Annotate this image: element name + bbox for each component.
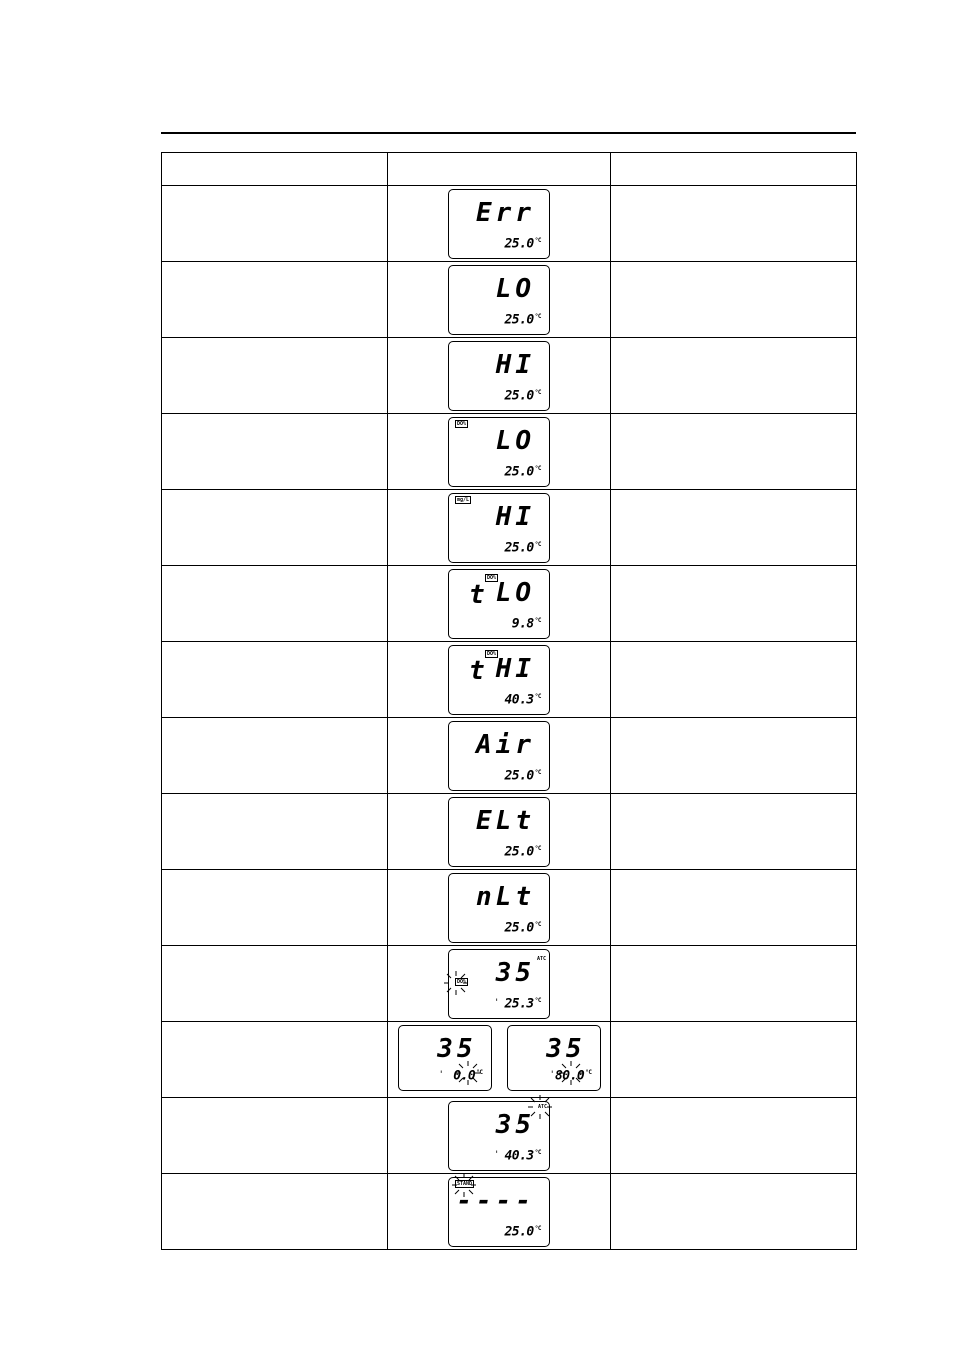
top-rule xyxy=(161,132,856,134)
description-cell xyxy=(611,718,857,794)
description-cell xyxy=(611,870,857,946)
lcd-temp-prefix: t xyxy=(469,579,485,610)
description-cell xyxy=(611,794,857,870)
lcd-atc-indicator: ATC xyxy=(536,955,546,962)
lcd-main-reading: 35 xyxy=(437,1033,477,1064)
lcd-temperature: $25.0^{^\circ C}$ xyxy=(504,768,541,784)
table-row xyxy=(162,338,857,414)
table-row xyxy=(162,1022,857,1098)
description-cell xyxy=(611,490,857,566)
condition-cell xyxy=(162,490,388,566)
lcd-main-reading: LO xyxy=(495,425,535,456)
condition-cell xyxy=(162,1098,388,1174)
lcd-main-reading: HI xyxy=(495,349,535,380)
lcd-temperature: $25.0^{^\circ C}$ xyxy=(504,1224,541,1240)
lcd-mode-indicator: DO% xyxy=(457,978,467,985)
lcd-temperature: $80.0^{^\circ C}$ xyxy=(554,1068,592,1084)
header-cell-3 xyxy=(611,153,857,186)
description-cell xyxy=(611,262,857,338)
display-cell xyxy=(388,870,611,946)
lcd-temperature: $25.0^{^\circ C}$ xyxy=(504,236,541,252)
display-cell xyxy=(388,490,611,566)
lcd-temperature: $25.0^{^\circ C}$ xyxy=(504,388,541,404)
table-row xyxy=(162,642,857,718)
condition-cell xyxy=(162,1174,388,1250)
condition-cell xyxy=(162,946,388,1022)
display-cell xyxy=(388,946,611,1022)
table-row xyxy=(162,794,857,870)
lcd-main-reading: HI xyxy=(495,501,535,532)
table-row xyxy=(162,186,857,262)
description-cell xyxy=(611,642,857,718)
table-row xyxy=(162,1098,857,1174)
condition-cell xyxy=(162,262,388,338)
lcd-display xyxy=(448,1101,550,1171)
condition-cell xyxy=(162,1022,388,1098)
lcd-tick-mark: ' xyxy=(494,997,500,1008)
lcd-display xyxy=(448,417,550,487)
table-row xyxy=(162,414,857,490)
display-cell xyxy=(388,186,611,262)
condition-cell xyxy=(162,794,388,870)
condition-cell xyxy=(162,414,388,490)
table-row xyxy=(162,1174,857,1250)
display-cell xyxy=(388,1022,611,1098)
lcd-temperature: $25.0^{^\circ C}$ xyxy=(504,920,541,936)
table-row xyxy=(162,566,857,642)
lcd-display xyxy=(448,493,550,563)
display-cell xyxy=(388,1098,611,1174)
lcd-main-reading: Air xyxy=(476,729,535,760)
table-row xyxy=(162,718,857,794)
lcd-main-reading: 35 xyxy=(546,1033,586,1064)
table-row xyxy=(162,946,857,1022)
lcd-mode-indicator: mg/L xyxy=(457,496,470,503)
lcd-temperature: $25.0^{^\circ C}$ xyxy=(504,540,541,556)
display-cell xyxy=(388,718,611,794)
display-cell xyxy=(388,262,611,338)
lcd-temp-prefix: t xyxy=(469,655,485,686)
display-cell xyxy=(388,1174,611,1250)
lcd-mode-indicator: DO% xyxy=(457,420,467,427)
lcd-display xyxy=(448,873,550,943)
lcd-temperature: $25.0^{^\circ C}$ xyxy=(504,844,541,860)
table-header-row xyxy=(162,153,857,186)
lcd-display xyxy=(507,1025,601,1091)
lcd-main-reading: Err xyxy=(476,197,535,228)
lcd-main-reading: 35 xyxy=(495,1109,535,1140)
lcd-display xyxy=(448,721,550,791)
lcd-temperature: $25.0^{^\circ C}$ xyxy=(504,312,541,328)
lcd-display-pair xyxy=(398,1025,601,1091)
lcd-tick-mark: ' xyxy=(438,1069,444,1080)
lcd-main-reading: ---- xyxy=(456,1185,535,1216)
lcd-atc-indicator: ATC xyxy=(537,1103,547,1110)
lcd-temperature: $0.0^{^\circ C}$ xyxy=(453,1068,483,1084)
lcd-display xyxy=(448,797,550,867)
description-cell xyxy=(611,946,857,1022)
display-cell xyxy=(388,338,611,414)
table-row xyxy=(162,262,857,338)
display-messages-table xyxy=(161,152,857,1250)
lcd-tick-mark: ' xyxy=(494,1149,500,1160)
display-cell xyxy=(388,414,611,490)
description-cell xyxy=(611,1022,857,1098)
lcd-display xyxy=(448,949,550,1019)
lcd-display xyxy=(448,569,550,639)
lcd-display xyxy=(448,1177,550,1247)
condition-cell xyxy=(162,566,388,642)
lcd-mode-indicator: DO% xyxy=(487,650,497,657)
lcd-main-reading: LO xyxy=(495,577,535,608)
condition-cell xyxy=(162,870,388,946)
lcd-temperature: $40.3^{^\circ C}$ xyxy=(504,1148,541,1164)
lcd-mode-indicator: DO% xyxy=(487,574,497,581)
header-cell-1 xyxy=(162,153,388,186)
lcd-display xyxy=(448,189,550,259)
lcd-temperature: $25.3^{^\circ C}$ xyxy=(504,996,541,1012)
lcd-display xyxy=(448,265,550,335)
description-cell xyxy=(611,566,857,642)
lcd-temperature: $9.8^{^\circ C}$ xyxy=(511,616,541,632)
lcd-main-reading: nLt xyxy=(476,881,535,912)
lcd-mode-indicator: STAND xyxy=(457,1180,473,1187)
lcd-main-reading: HI xyxy=(495,653,535,684)
display-cell xyxy=(388,794,611,870)
lcd-main-reading: 35 xyxy=(495,957,535,988)
header-cell-2 xyxy=(388,153,611,186)
display-cell xyxy=(388,566,611,642)
condition-cell xyxy=(162,338,388,414)
description-cell xyxy=(611,338,857,414)
condition-cell xyxy=(162,642,388,718)
lcd-display xyxy=(398,1025,492,1091)
description-cell xyxy=(611,1098,857,1174)
display-cell xyxy=(388,642,611,718)
condition-cell xyxy=(162,186,388,262)
lcd-tick-mark: ' xyxy=(549,1069,555,1080)
lcd-display xyxy=(448,645,550,715)
condition-cell xyxy=(162,718,388,794)
lcd-main-reading: LO xyxy=(495,273,535,304)
lcd-display xyxy=(448,341,550,411)
description-cell xyxy=(611,1174,857,1250)
description-cell xyxy=(611,414,857,490)
description-cell xyxy=(611,186,857,262)
lcd-main-reading: ELt xyxy=(476,805,535,836)
lcd-temperature: $40.3^{^\circ C}$ xyxy=(504,692,541,708)
lcd-temperature: $25.0^{^\circ C}$ xyxy=(504,464,541,480)
table-row xyxy=(162,490,857,566)
table-row xyxy=(162,870,857,946)
